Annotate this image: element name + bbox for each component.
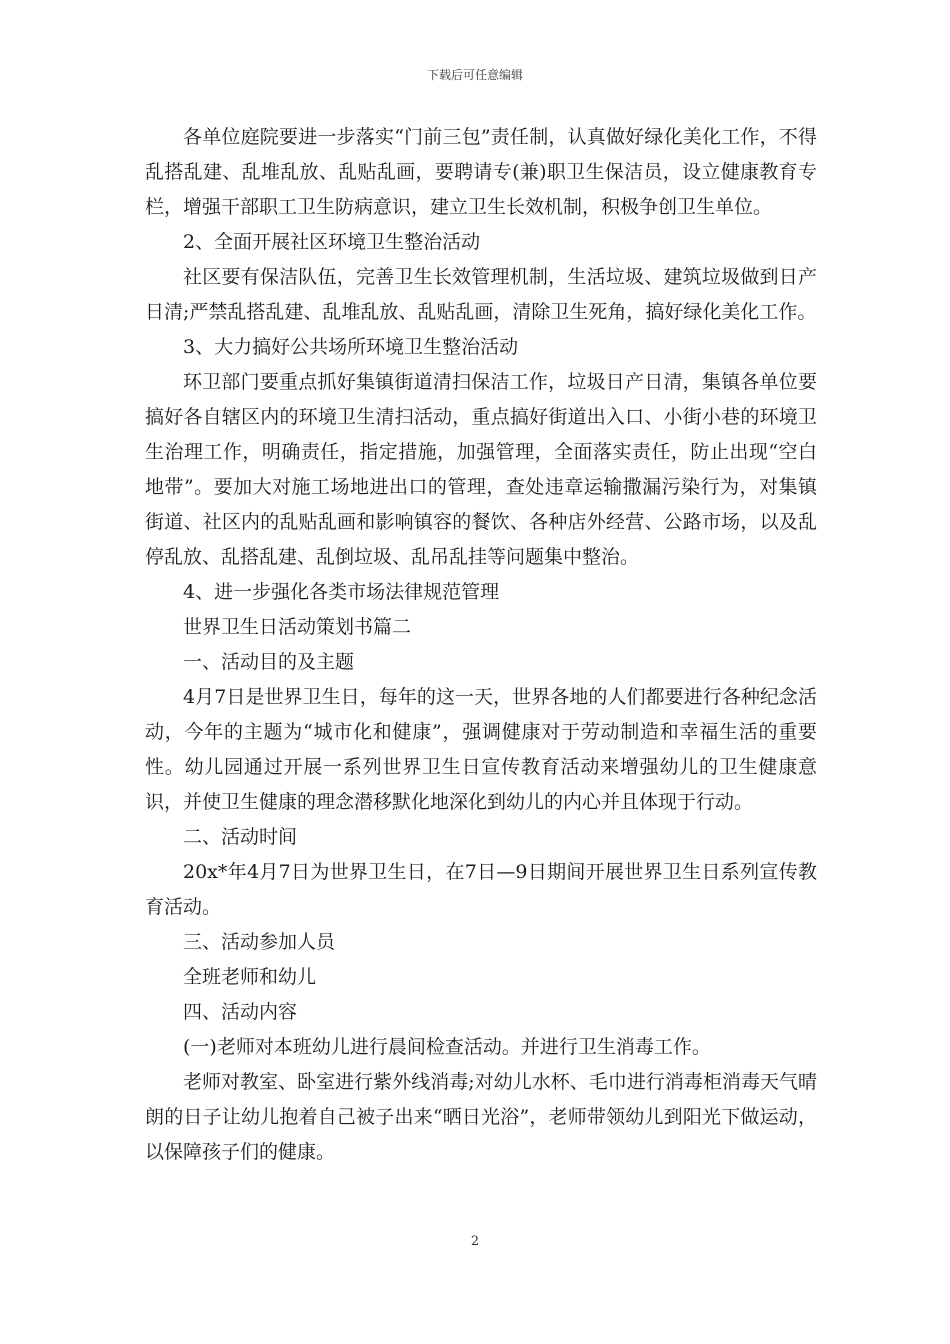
page-header: 下载后可任意编辑 [426,68,523,82]
paragraph-7: 世界卫生日活动策划书篇二 [183,616,412,638]
document-body [145,120,817,1170]
paragraph-8: 一、活动目的及主题 [183,651,355,673]
paragraph-10: 二、活动时间 [183,826,298,848]
paragraph-4: 3、大力搞好公共场所环境卫生整治活动 [183,336,519,358]
paragraph-15: (一)老师对本班幼儿进行晨间检查活动。并进行卫生消毒工作。 [183,1036,711,1058]
paragraph-12: 三、活动参加人员 [183,931,336,953]
paragraph-5: 环卫部门要重点抓好集镇街道清扫保洁工作，垃圾日产日清，集镇各单位要搞好各自辖区内的环境卫生清扫活动，重点搞好街道出入口、小街小巷的环境卫生治理工作，明确责任，指定措施，加强管理，全面落实责任，防止出现“空白地带”。要加大对施工场地进出口的管理，查处违章运输撒漏污染行为，对集镇街道、社区内的乱贴乱画和影响镇容的餐饮、各种店外经营、公路市场，以及乱停乱放、乱搭乱建、乱倒垃圾、乱吊乱挂等问题集中整治。 [145,371,817,568]
paragraph-9: 4月7日是世界卫生日，每年的这一天，世界各地的人们都要进行各种纪念活动，今年的主题为“城市化和健康”，强调健康对于劳动制造和幸福生活的重要性。幼儿园通过开展一系列世界卫生日宣传教育活动来增强幼儿的卫生健康意识，并使卫生健康的理念潜移默化地深化到幼儿的内心并且体现于行动。 [145,686,817,813]
paragraph-1: 各单位庭院要进一步落实“门前三包”责任制，认真做好绿化美化工作，不得乱搭乱建、乱堆乱放、乱贴乱画，要聘请专(兼)职卫生保洁员，设立健康教育专栏，增强干部职工卫生防病意识，建立卫生长效机制，积极争创卫生单位。 [145,126,817,218]
paragraph-16: 老师对教室、卧室进行紫外线消毒;对幼儿水杯、毛巾进行消毒柜消毒天气晴朗的日子让幼儿抱着自己被子出来“晒日光浴”，老师带领幼儿到阳光下做运动，以保障孩子们的健康。 [145,1071,817,1163]
paragraph-11: 20x*年4月7日为世界卫生日，在7日—9日期间开展世界卫生日系列宣传教育活动。 [145,861,817,918]
page-number: 2 [470,1234,480,1249]
paragraph-2: 2、全面开展社区环境卫生整治活动 [183,231,481,253]
paragraph-14: 四、活动内容 [183,1001,298,1023]
paragraph-6: 4、进一步强化各类市场法律规范管理 [183,581,500,603]
paragraph-13: 全班老师和幼儿 [183,966,317,988]
paragraph-3: 社区要有保洁队伍，完善卫生长效管理机制，生活垃圾、建筑垃圾做到日产日清;严禁乱搭乱建、乱堆乱放、乱贴乱画，清除卫生死角，搞好绿化美化工作。 [145,266,817,323]
